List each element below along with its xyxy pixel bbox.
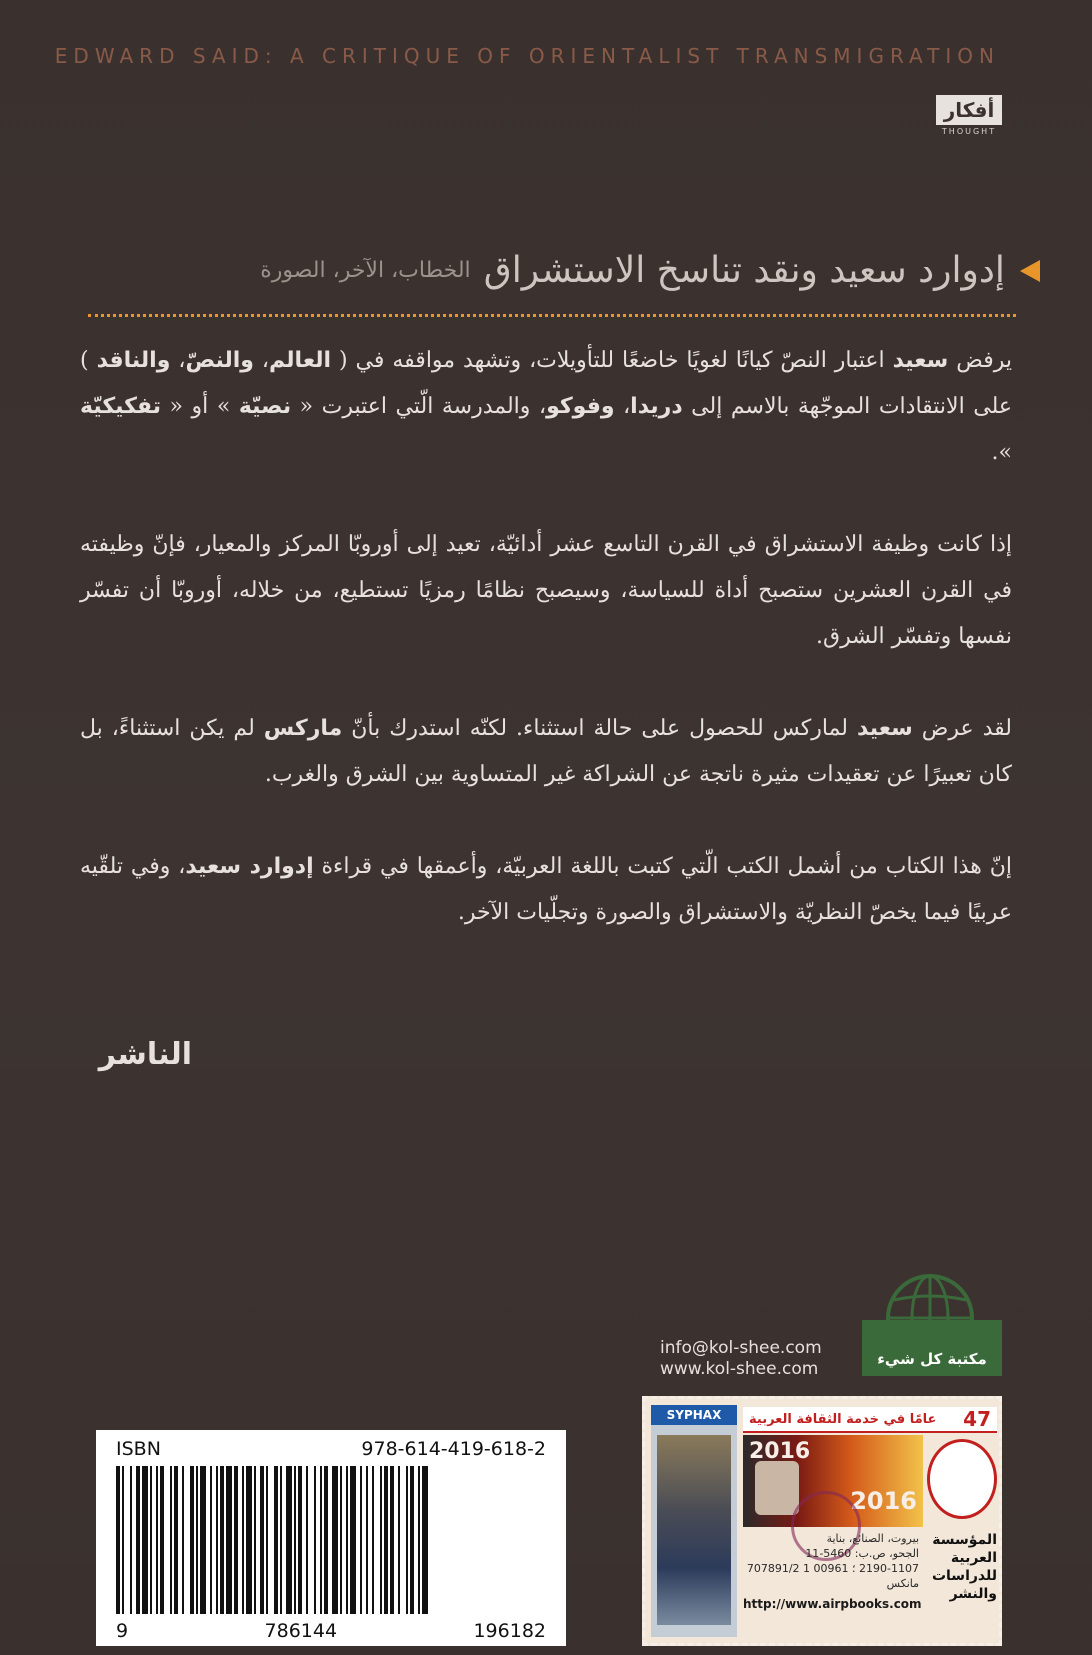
barcode-bar	[398, 1466, 400, 1614]
emphasis-text: سعيد	[892, 348, 949, 373]
emphasis-text: إدوارد سعيد	[185, 854, 314, 879]
stamp-address-line: بيروت، الصنائع، بناية	[826, 1532, 919, 1545]
barcode-bar	[160, 1466, 164, 1614]
barcode-bar	[234, 1466, 238, 1614]
stamp-year: 2016	[749, 1439, 811, 1464]
barcode-bar	[274, 1466, 278, 1614]
barcode-bar	[254, 1466, 256, 1614]
paragraph-text: ،	[170, 348, 186, 373]
barcode-bar	[324, 1466, 328, 1614]
stamp-book-panel	[651, 1405, 737, 1637]
barcode-bar	[226, 1466, 232, 1614]
blurb-paragraph	[80, 338, 1012, 476]
barcode-bar	[366, 1466, 368, 1614]
barcode-bar	[242, 1466, 244, 1614]
paragraph-text: » أو «	[161, 394, 239, 419]
barcode-bar	[200, 1466, 206, 1614]
stamp-org-line: والنشر	[949, 1586, 997, 1602]
english-title: EDWARD SAID: A CRITIQUE OF ORIENTALIST TRANSMIGRATION	[54, 44, 1000, 68]
barcode-bar	[266, 1466, 268, 1614]
paragraph-text: ، والمدرسة الّتي اعتبرت «	[291, 394, 547, 419]
barcode-bar	[350, 1466, 356, 1614]
barcode-bars	[110, 1466, 552, 1614]
stamp-address-line: الجحو، ص.ب: 5460-11	[805, 1547, 919, 1560]
paragraph-text: يرفض	[948, 348, 1013, 373]
blurb-paragraph	[80, 522, 1012, 660]
blurb-paragraph	[80, 706, 1012, 798]
barcode-bar	[340, 1466, 342, 1614]
barcode-bar	[260, 1466, 264, 1614]
store-website[interactable]: www.kol-shee.com	[660, 1359, 819, 1379]
stamp-address-line: مانكس	[886, 1577, 919, 1590]
store-name: مكتبة كل شيء	[862, 1320, 1002, 1376]
paragraph-text: إذا كانت وظيفة الاستشراق في القرن التاسع عشر أدائيّة، تعيد إلى أوروبّا المركز والمعيار، فإنّ وظيفته في القرن العشرين ستصبح أداة للسياسة، وسيصبح نظامًا رمزيًا تستطيع، من خلاله، أوروبّا أن تفسّر نفسها وتفسّر الشرق.	[80, 532, 1012, 649]
paragraph-text: ،	[253, 348, 270, 373]
emphasis-text: نصيّة	[238, 394, 292, 419]
barcode-bar	[410, 1466, 414, 1614]
series-logo-subtitle: THOUGHT	[941, 127, 997, 136]
barcode-bar	[150, 1466, 152, 1614]
isbn-barcode	[96, 1430, 566, 1646]
barcode-bar	[384, 1466, 388, 1614]
stamp-org-line: للدراسات	[931, 1568, 997, 1584]
stamp-address-line: 2190-1107 ؛ 00961 1 707891/2	[746, 1562, 919, 1575]
paragraph-text: لم يكن استثناءً، بل كان تعبيرًا عن تعقيدات مثيرة ناتجة عن الشراكة غير المتساوية بين الشرق والغرب.	[80, 716, 1012, 787]
barcode-bar	[182, 1466, 184, 1614]
paragraph-text: إنّ هذا الكتاب من أشمل الكتب الّتي كتبت باللغة العربيّة، وأعمقها في قراءة	[313, 854, 1012, 879]
store-email[interactable]: info@kol-shee.com	[660, 1338, 822, 1358]
stamp-url[interactable]: http://www.airpbooks.com	[743, 1597, 922, 1611]
barcode-bar	[346, 1466, 348, 1614]
barcode-bar	[190, 1466, 194, 1614]
book-title	[100, 250, 1040, 291]
barcode-bar	[406, 1466, 408, 1614]
barcode-bar	[332, 1466, 338, 1614]
barcode-bar	[122, 1466, 124, 1614]
barcode-bar	[136, 1466, 140, 1614]
isbn-number: 978-614-419-618-2	[361, 1438, 546, 1460]
paragraph-text: ،	[614, 394, 631, 419]
barcode-digits-right: 196182	[473, 1620, 546, 1642]
stamp-year-lower: 2016	[850, 1487, 917, 1515]
book-title-subtitle: الخطاب، الآخر، الصورة	[260, 258, 471, 283]
barcode-bar	[220, 1466, 224, 1614]
paragraph-text: لماركس للحصول على حالة استثناء. لكنّه استدرك بأنّ	[342, 716, 857, 741]
barcode-bar	[380, 1466, 382, 1614]
book-title-main: إدوارد سعيد ونقد تناسخ الاستشراق	[483, 250, 1005, 291]
publisher-stamp	[642, 1396, 1002, 1646]
stamp-book-image	[657, 1435, 731, 1625]
arrow-icon	[1020, 260, 1040, 282]
barcode-bar	[320, 1466, 322, 1614]
barcode-bar	[130, 1466, 132, 1614]
barcode-bar	[390, 1466, 394, 1614]
barcode-bar	[314, 1466, 316, 1614]
paragraph-text: ، وفي تلقّيه عربيًا فيما يخصّ النظريّة والاستشراق والصورة وتجلّيات الآخر.	[80, 854, 1012, 925]
emphasis-text: سعيد	[857, 716, 913, 741]
emphasis-text: العالم	[269, 348, 332, 373]
paragraph-text: اعتبار النصّ كيانًا لغويًا خاضعًا للتأويلات، وتشهد مواقفه في (	[331, 348, 893, 373]
barcode-bar	[116, 1466, 120, 1614]
store-contact	[660, 1338, 860, 1380]
barcode-bar	[280, 1466, 282, 1614]
store-logo	[862, 1272, 1002, 1380]
stamp-org-name	[925, 1531, 997, 1631]
barcode-bar	[286, 1466, 292, 1614]
barcode-bar	[360, 1466, 362, 1614]
barcode-digits-left: 786144	[264, 1620, 338, 1642]
stamp-org-line: العربية	[950, 1550, 997, 1566]
barcode-bar	[306, 1466, 308, 1614]
barcode-bar	[210, 1466, 212, 1614]
emphasis-text: وفوكو	[546, 394, 615, 419]
barcode-bar	[196, 1466, 198, 1614]
emphasis-text: دريدا	[630, 394, 683, 419]
barcode-bar	[372, 1466, 374, 1614]
barcode-bar	[174, 1466, 178, 1614]
barcode-digits	[110, 1620, 552, 1642]
stamp-header-text: عامًا في خدمة الثقافة العربية	[749, 1411, 937, 1427]
stamp-org-line: المؤسسة	[932, 1532, 997, 1548]
emphasis-text: والنصّ	[185, 348, 254, 373]
stamp-syphax-label: SYPHAX	[651, 1405, 737, 1425]
barcode-bar	[170, 1466, 172, 1614]
barcode-bar	[418, 1466, 420, 1614]
isbn-label: ISBN	[116, 1438, 161, 1460]
dotted-divider	[88, 314, 1016, 317]
blurb-text	[80, 338, 1012, 982]
barcode-bar	[216, 1466, 218, 1614]
barcode-bar	[156, 1466, 158, 1614]
paragraph-text: لقد عرض	[912, 716, 1013, 741]
barcode-bar	[422, 1466, 428, 1614]
barcode-bar	[246, 1466, 252, 1614]
isbn-line	[110, 1438, 552, 1460]
publisher-signature: الناشر	[98, 1037, 192, 1072]
emphasis-text: والناقد	[96, 348, 171, 373]
barcode-bar	[294, 1466, 296, 1614]
paragraph-text: ) على الانتقادات الموجّهة بالاسم إلى	[80, 348, 1012, 419]
blurb-paragraph	[80, 844, 1012, 936]
stamp-emblem-icon	[927, 1439, 997, 1519]
stamp-address	[743, 1531, 922, 1627]
paragraph-text: ».	[991, 440, 1012, 465]
stamp-header	[743, 1407, 997, 1433]
stamp-portrait	[755, 1461, 799, 1515]
stamp-count: 47	[963, 1407, 991, 1431]
barcode-digit-lead: 9	[116, 1620, 129, 1642]
series-logo	[936, 95, 1002, 139]
series-logo-mark: أفكار	[936, 95, 1002, 125]
barcode-bar	[142, 1466, 148, 1614]
barcode-bar	[298, 1466, 302, 1614]
emphasis-text: ماركس	[263, 716, 343, 741]
emphasis-text: تفكيكيّة	[80, 394, 161, 419]
